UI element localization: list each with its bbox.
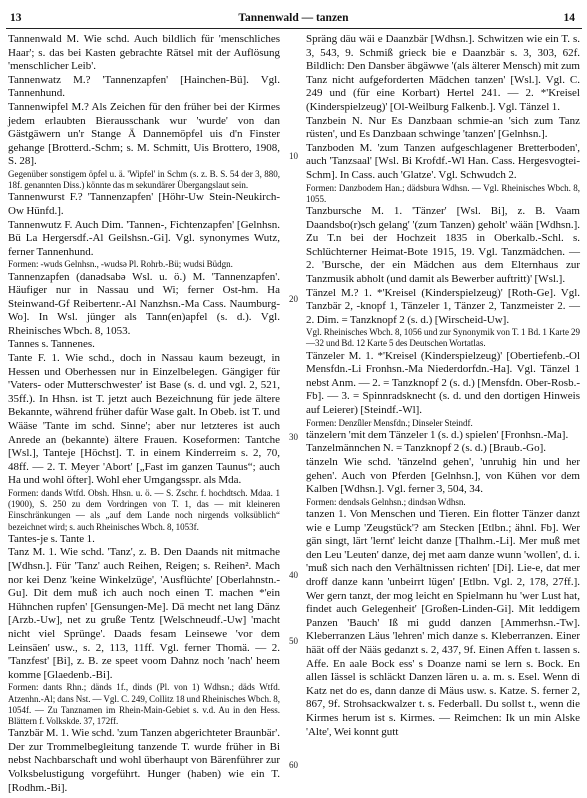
entry-note: Vgl. Rheinisches Wbch. 8, 1056 und zur Synonymik von T. 1 Bd. 1 Karte 29—32 und Bd. 12 Karte 5 des Deutschen Wortatlas.: [306, 327, 580, 349]
dictionary-entry: Tänzel M.? 1. *'Kreisel (Kinderspielzeug)' [Roth-Ge]. Vgl. Tanzbär 2, -knopf 1, Tänzeler 1, Tänzer 2, Tanzmeister 2. — 2. Dim. = Tanzknopf 2 (s. d.) [Wirscheid-Uw].: [306, 286, 580, 326]
entry-note: Formen: dendsəls Gelnhsn.; dindsən Wdhsn.: [306, 496, 466, 507]
dictionary-entry: Spräng däu wäi e Daanzbär [Wdhsn.]. Schwitzen wie ein T. s. 3, 543, 9. Schmiß grieck bie e Daanzbär s. 3, 303, 62f. Bildlich: Den Dansber äbgäwwe '(als älterer Mensch) mit zum Tanz nicht aufgeforderten Mädchen tanzen' [Wsl.]. Vgl. C. 249 und (für eine Korbart) Hertel 241. — 2. *'Kreisel (Kinderspielzeug)' [Ol-Weilburg Falkenb.]. Vgl. Tänzel 1.: [306, 33, 580, 113]
dictionary-entry: Tanzbär M. 1. Wie schd. 'zum Tanzen abgerichteter Braunbär'. Der zur Trommelbegleitung tanzende T. wurde früher in Bi nebst Nachbarschaft und wohl überhaupt von Bärenführer zur Volksbelustigung vorgeführt. Hunger (haben) wie ein T. [Rodhm.-Bi].: [8, 727, 280, 794]
dictionary-entry: Tanzelmännchen N. = Tanzknopf 2 (s. d.) [Braub.-Go].: [306, 442, 547, 455]
dictionary-entry: tanzen 1. Von Menschen und Tieren. Ein flotter Tänzer danzt wie e Lump 'Zeugstück'? am Stecken [Etlbn.; ähnl. Fb]. Wer gän singt, lärt 'lernt' leicht danze [Thalhm.-Li]. Mer muß met den Leu 'Leuten' danze, dej met aam danze wunn 'wollen', d. i. 'muß sich nach den Verhältnissen richten' [Di]. Lie-e, dat mer droff danze kann 'unbeirrt lügen' [Etlbn. Vgl. 2, 178, 27ff.]. Wer gern tanzt, der mog leicht en Spielmann hu 'wer Lust hat, findet auch Gelegenheit' [Großen-Linden-Gi]. Mit leddigem Panzen 'Bauch' Iß mi gudd danzen [Ammerhsn.-Tw]. Kleberranzen Läus 'lehren' mich danze s. Kleberranzen. Einer häät off der Nääs gedanzt s. 2, 437, 9f. Einen Affen t. lassen s. Affe. En aale Bock ess' s Doanze nami se lern s. Bock. En allen Iässel is schläckt Danzen lären u. a. m. s. Esel. Wenn di Katz net do es, dann danze di Mäus usw. s. Katze. S. ferner 2, 867, 9f. Strohsackwalzer t. s. Federball. Du sollst t., wenn die Kirmes herum ist s. Kirmes. — Reimchen: Ik un min Alske 'Alte', Wei konnt gutt: [306, 508, 580, 738]
page-number-left: 13: [10, 12, 22, 24]
line-number: 10: [289, 151, 298, 161]
entry-note: Formen: Danzbodem Han.; dädsbura Wdhsn. — Vgl. Rheinisches Wbch. 8, 1055.: [306, 182, 580, 204]
dictionary-entry: Tannenwurst F.? 'Tannenzapfen' [Höhr-Uw Stein-Neukirch-Ow Hünfd.].: [8, 191, 280, 217]
line-number: 30: [289, 432, 298, 442]
entry-note: Formen: Denzǖler Mensfdn.; Dinseler Steindf.: [306, 417, 473, 428]
dictionary-entry: Tanz M. 1. Wie schd. 'Tanz', z. B. Den Daands nit mitmache [Wdhsn.]. Für 'Tanz' auch Reihen, Reigen; s. Reihen². Mach nor kei Denz 'keine Winkelzüge', 'Ausflüchte' [Oberlahnstn.-Gu]. Dit dem muß ich auch noch einen T. machen *'ein Hühnchen rupfen' [Gensungen-Me]. Dä mecht net lang Dänz [Arzb.-Uw], net zu gruße Tentz [Welschneudf.-Uw] 'macht nicht viel Sprünge'. Daads fesam Leinsewe 'vor dem Leinsäen' usw., s. 2, 113, 11ff. Vgl. ferner Thomä. — 2. 'Tanzfest' [Bi], z. B. ze speet voom Dahnz noch 'nach' heem komme [Glaedenb.-Bi].: [8, 546, 280, 681]
page-number-right: 14: [563, 12, 575, 24]
dictionary-entry: Tannenwipfel M.? Als Zeichen für den früher bei der Kirmes jedem erlaubten Bierausschank wur 'wurde' von dan Gästgäwern un'r Stange Ä Dannemöpfel uis d'n Finster gehange [Brotterd.-Schm; s. M. Schmitt, Uis Brottero, 1908, S. 28].: [8, 100, 280, 168]
header-rule: [6, 28, 582, 29]
dictionary-entry: Tannenwald M. Wie schd. Auch bildlich für 'menschliches Haar'; s. das bei Kasten gebrachte Rätsel mit der Auflösung 'menschlicher Leib'.: [8, 33, 280, 73]
header-title: Tannenwald — tanzen: [238, 12, 349, 24]
line-number: 60: [289, 760, 298, 770]
dictionary-entry: Tannenwatz M.? 'Tannenzapfen' [Hainchen-Bü]. Vgl. Tannenhund.: [8, 73, 280, 100]
dictionary-entry: Tannenzapfen (danədsabə Wsl. u. ö.) M. 'Tannenzapfen'. Häufiger nur in Nassau und Wi; ferner Ost-hm. Ha Steinwand-Gf Reibertenr.-Al Nanzhsn.-Ma Cass. Naumburg-Wo]. In Wsl. jünger als Tann(en)apfel (s. d.). Vgl. Rheinisches Wbch. 8, 1053.: [8, 270, 280, 337]
dictionary-entry: Tante F. 1. Wie schd., doch in Nassau kaum bezeugt, in Hessen und Oberhessen nur in Einzelbelegen. Gängiger für 'Vaters- oder Mutterschwester' ist Base (s. d. und vgl. 2, 521, 35ff.). In Hhsn. ist T. jetzt auch Bezeichnung für jede ältere Bekannte, während früher dafür Wase galt. In Obeb. ist T. und Wääse 'Tante im schd. Sinne'; aber nur letzteres ist auch Anrede an (bekannte) ältere Frauen. Koseformen: Tantche [Wsl.], Tanteje [Höchst]. T. in einem Kinderreim s. 2, 70, 48ff. — 2. T. Meyer 'Abort' [„Fast im ganzen Taunus“; auch Ha und wohl öfter]. Wohl eher Umgangsspr. als Mda.: [8, 352, 280, 487]
line-number: 50: [289, 636, 298, 646]
dictionary-entry: Tanzbein N. Nur Es Danzbaan schmie-an 'sich zum Tanz rüsten', und Es Danzbaan schwinge 'tanzen' [Gelnhsn.].: [306, 114, 580, 141]
dictionary-entry: tänzeln Wie schd. 'tänzelnd gehen', 'unruhig hin und her gehen'. Auch von Pferden [Gelnhsn.], von Kühen vor dem Kalben [Wdhsn.]. Vgl. ferner 3, 504, 34.: [306, 456, 580, 496]
dictionary-entry: Tantes-je s. Tante 1.: [8, 532, 95, 545]
dictionary-entry: Tanzbursche M. 1. 'Tänzer' [Wsl. Bi], z. B. Vaam Daandsbo(r)sch gelang' '(zum Tanzen) geholt' wään [Wdhsn.]. Zu T.n bei der Hochzeit 1835 in Oberkalb.-Schl. s. Schlüchterner Heimat-Bote 1915, 19. Vgl. Tanzmädchen. — 2. 'Bursche, der ein Mädchen aus dem Elternhaus zur Tanzmusik abholt (und damit als Bewerber auftritt)' [Wsl.].: [306, 204, 580, 285]
right-column: [306, 33, 580, 739]
dictionary-entry: Tannenwutz F. Auch Dim. 'Tannen-, Fichtenzapfen' [Gelnhsn. Bü La Hergersdf.-Al Geilshsn.-Gi]. Vgl. synonymes Wutz, ferner Tannenhund.: [8, 218, 280, 258]
entry-note: Formen: dands Wtfd. Obsh. Hhsn. u. ö. — S. Zschr. f. hochdtsch. Mdaa. 1 (1900), S. 250 zu dem Vordringen von T. 1, das — mit kleineren Einschränkungen — als „auf dem Lande noch nirgends volksüblich“ bezeichnet wird; s. auch Rheinisches Wbch. 8, 1053f.: [8, 488, 280, 532]
entry-note: Formen: -wuds Gelnhsn., -wudsə Pl. Rohrb.-Bü; wudsi Büdgn.: [8, 259, 233, 270]
line-number: 20: [289, 294, 298, 304]
entry-note: Gegenüber sonstigem öpfel u. ä. 'Wipfel' in Schm (s. z. B. S. 54 der 3, 880, 18f. genannten Diss.) könnte das m sekundärer Übergangslaut sein.: [8, 168, 280, 191]
dictionary-entry: Tänzeler M. 1. *'Kreisel (Kinderspielzeug)' [Obertiefenb.-Ol Mensfdn.-Li Fronhsn.-Ma Niederdorfdn.-Ha]. Vgl. Tänzel 1 nebst Anm. — 2. = Tanzknopf 2 (s. d.) [Mensfdn. Ober-Rosb.-Fb]. — 3. = Spinnradsknecht (s. d. und den dortigen Hinweis auf Leierer) [Steindf.-Wl].: [306, 349, 580, 417]
entry-note: Formen: dants Rhn.; dänds 1f., dinds (Pl. von 1) Wdhsn.; däds Wtfd. Atzenhn.-Al; dans Nst. — Vgl. C. 249, Collitz 18 und Rheinisches Wbch. 8, 1054f. — Zu Tanznamen im Rhein-Main-Gebiet s. v.d. Au in den Hess. Blättern f. Volkskde. 37, 172ff.: [8, 682, 280, 726]
line-number: 40: [289, 570, 298, 580]
running-header: [0, 12, 587, 26]
dictionary-entry: Tannes s. Tannenes.: [8, 338, 95, 351]
dictionary-entry: tänzelern 'mit dem Tänzeler 1 (s. d.) spielen' [Fronhsn.-Ma].: [306, 428, 569, 441]
left-column: [8, 33, 280, 795]
dictionary-entry: Tanzboden M. 'zum Tanzen aufgeschlagener Bretterboden', auch 'Tanzsaal' [Wsl. Bi Krofdf.-Wl Han. Cass. Hergesvogtei-Schm]. In Cass. auch 'Glatze'. Vgl. Schwudch 2.: [306, 141, 580, 181]
